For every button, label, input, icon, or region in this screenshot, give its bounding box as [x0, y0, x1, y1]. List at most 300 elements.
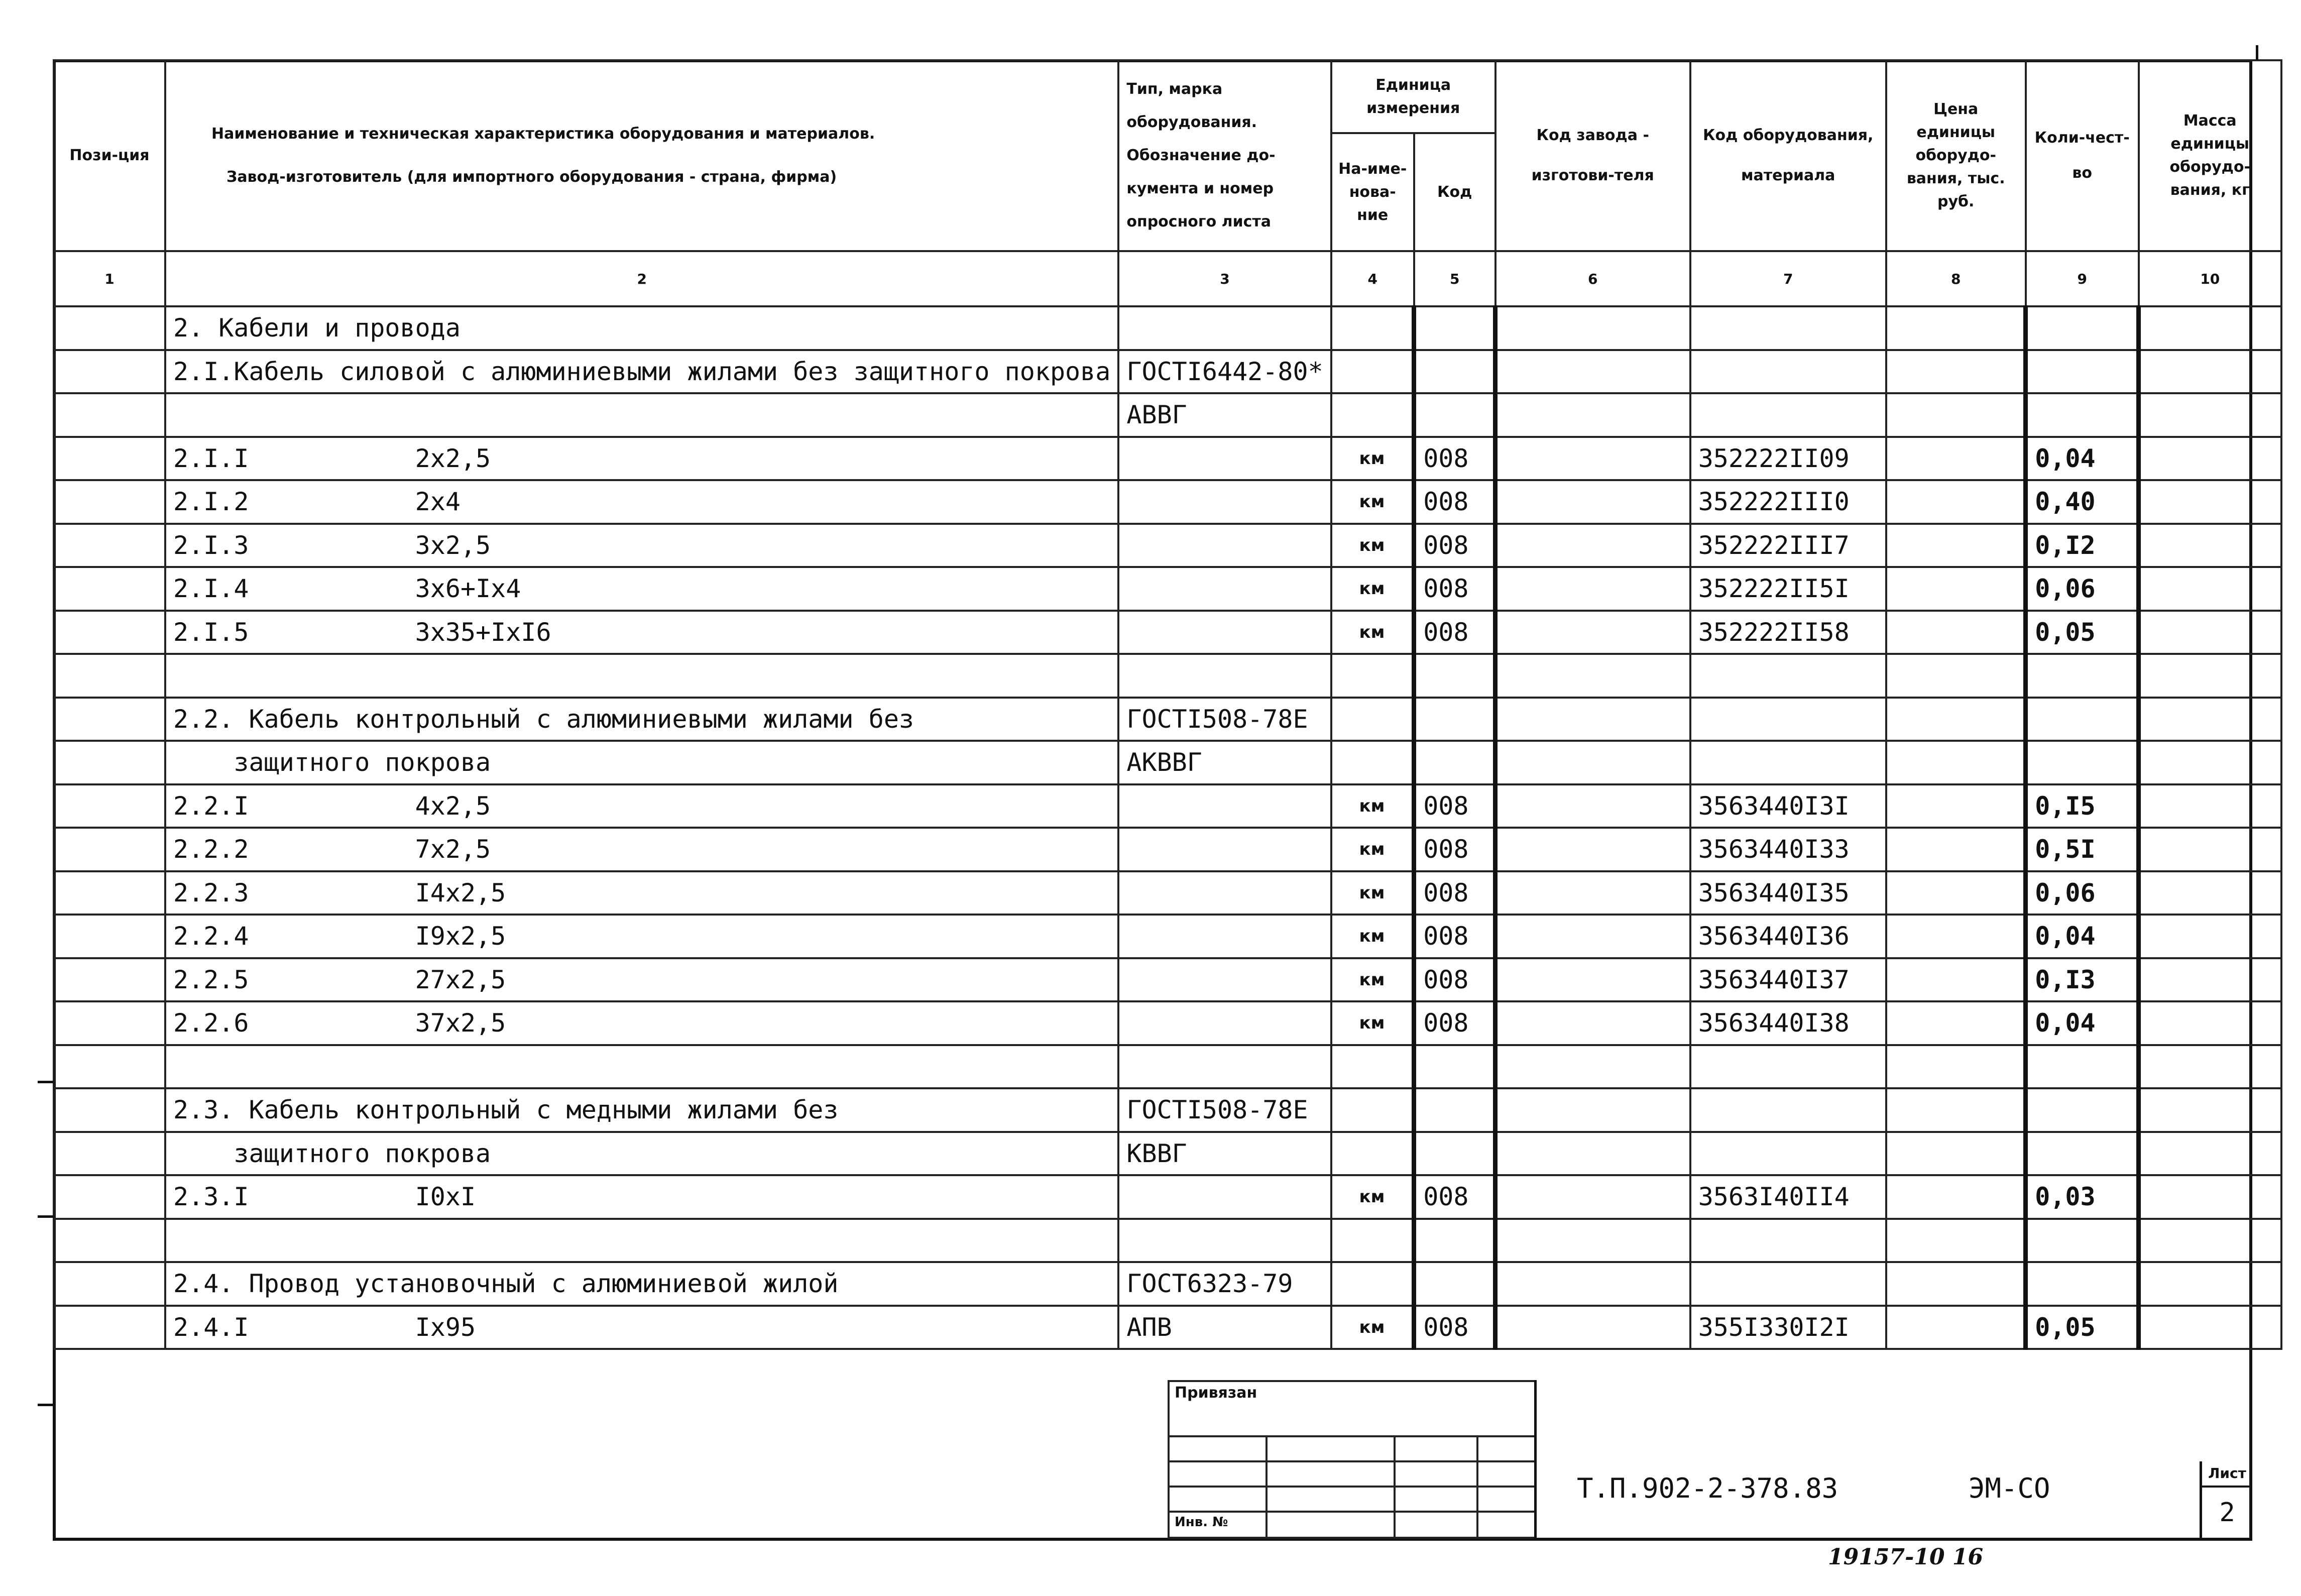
- header-equipment-code: Код оборудования, материала: [1690, 60, 1886, 251]
- price-cell: [1886, 611, 2026, 654]
- item-name-cell: 2.I.5 3x35+IxI6: [165, 611, 1118, 654]
- position-cell: [54, 871, 165, 915]
- table-row: [54, 1219, 2281, 1263]
- item-name-cell: 2. Кабели и провода: [165, 306, 1118, 350]
- price-cell: [1886, 828, 2026, 871]
- price-cell: [1886, 741, 2026, 784]
- item-name-cell: 2.I.3 3x2,5: [165, 524, 1118, 567]
- equipment-code-cell: 352222III7: [1690, 524, 1886, 567]
- price-cell: [1886, 350, 2026, 394]
- price-cell: [1886, 1132, 2026, 1176]
- unit-code-cell: 008: [1414, 828, 1495, 871]
- item-name-cell: [165, 1045, 1118, 1089]
- stamp-cell: [1267, 1436, 1395, 1461]
- unit-cell: км: [1331, 524, 1414, 567]
- header-position: Пози-ция: [54, 60, 165, 251]
- unit-cell: [1331, 393, 1414, 437]
- table-row: [54, 306, 2281, 350]
- unit-cell: км: [1331, 1175, 1414, 1219]
- factory-code-cell: [1495, 1175, 1690, 1219]
- price-cell: [1886, 915, 2026, 958]
- equipment-code-cell: 3563440I36: [1690, 915, 1886, 958]
- mass-cell: [2139, 915, 2281, 958]
- header-factory-code: Код завода - изготови-теля: [1495, 60, 1690, 251]
- position-cell: [54, 915, 165, 958]
- stamp-cell: [1267, 1461, 1395, 1487]
- type-cell: [1118, 1175, 1331, 1219]
- equipment-code-cell: [1690, 1045, 1886, 1089]
- unit-code-cell: 008: [1414, 567, 1495, 611]
- type-cell: [1118, 306, 1331, 350]
- column-number: 4: [1331, 251, 1414, 306]
- price-cell: [1886, 784, 2026, 828]
- type-cell: [1118, 437, 1331, 481]
- position-cell: [54, 1219, 165, 1263]
- table-row: [54, 480, 2281, 524]
- equipment-code-cell: 3563440I35: [1690, 871, 1886, 915]
- factory-code-cell: [1495, 915, 1690, 958]
- unit-cell: км: [1331, 480, 1414, 524]
- equipment-code-cell: 352222III0: [1690, 480, 1886, 524]
- position-cell: [54, 1045, 165, 1089]
- quantity-cell: [2026, 1045, 2139, 1089]
- unit-cell: [1331, 306, 1414, 350]
- unit-code-cell: [1414, 1132, 1495, 1176]
- item-name-cell: 2.I.4 3x6+Ix4: [165, 567, 1118, 611]
- price-cell: [1886, 1088, 2026, 1132]
- mass-cell: [2139, 480, 2281, 524]
- unit-cell: км: [1331, 1001, 1414, 1045]
- type-cell: [1118, 958, 1331, 1002]
- table-row: [54, 871, 2281, 915]
- factory-code-cell: [1495, 350, 1690, 394]
- unit-code-cell: [1414, 1088, 1495, 1132]
- type-cell: [1118, 1219, 1331, 1263]
- price-cell: [1886, 437, 2026, 481]
- mass-cell: [2139, 567, 2281, 611]
- stamp-divider: [1534, 1380, 1537, 1541]
- position-cell: [54, 1306, 165, 1349]
- item-name-cell: [165, 393, 1118, 437]
- specification-table: [53, 59, 2282, 1350]
- mass-cell: [2139, 698, 2281, 741]
- column-number: 10: [2139, 251, 2281, 306]
- unit-cell: км: [1331, 958, 1414, 1002]
- equipment-code-cell: [1690, 393, 1886, 437]
- unit-cell: км: [1331, 915, 1414, 958]
- item-name-cell: 2.3.I I0xI: [165, 1175, 1118, 1219]
- header-price: Цена единицы оборудо-вания, тыс. руб.: [1886, 60, 2026, 251]
- factory-code-cell: [1495, 567, 1690, 611]
- header-unit-name: На-име-нова-ние: [1331, 133, 1414, 251]
- item-name-cell: защитного покрова: [165, 741, 1118, 784]
- mass-cell: [2139, 1175, 2281, 1219]
- factory-code-cell: [1495, 654, 1690, 698]
- column-number: 5: [1414, 251, 1495, 306]
- unit-cell: км: [1331, 437, 1414, 481]
- position-cell: [54, 828, 165, 871]
- equipment-code-cell: [1690, 306, 1886, 350]
- equipment-code-cell: [1690, 350, 1886, 394]
- type-cell: ГОСТI6442-80*: [1118, 350, 1331, 394]
- position-cell: [54, 437, 165, 481]
- position-cell: [54, 524, 165, 567]
- stamp-cell: [1395, 1461, 1477, 1487]
- table-body: [54, 306, 2281, 1349]
- factory-code-cell: [1495, 1045, 1690, 1089]
- unit-code-cell: [1414, 1262, 1495, 1306]
- table-row: [54, 828, 2281, 871]
- header-row: [54, 60, 2281, 133]
- mass-cell: [2139, 741, 2281, 784]
- price-cell: [1886, 480, 2026, 524]
- stamp-cell: [1477, 1461, 1535, 1487]
- stamp-cell: [1169, 1436, 1267, 1461]
- stamp-cell: [1477, 1487, 1535, 1512]
- item-name-cell: 2.2.2 7x2,5: [165, 828, 1118, 871]
- factory-code-cell: [1495, 871, 1690, 915]
- quantity-cell: [2026, 1262, 2139, 1306]
- factory-code-cell: [1495, 480, 1690, 524]
- table-row: [54, 393, 2281, 437]
- sheet-number-box: [2200, 1461, 2252, 1541]
- unit-cell: [1331, 654, 1414, 698]
- factory-code-cell: [1495, 698, 1690, 741]
- quantity-cell: 0,I5: [2026, 784, 2139, 828]
- table-row: [54, 784, 2281, 828]
- item-name-cell: 2.4. Провод установочный с алюминиевой жилой: [165, 1262, 1118, 1306]
- factory-code-cell: [1495, 958, 1690, 1002]
- type-cell: [1118, 915, 1331, 958]
- unit-cell: км: [1331, 828, 1414, 871]
- quantity-cell: [2026, 306, 2139, 350]
- position-cell: [54, 567, 165, 611]
- type-cell: [1118, 871, 1331, 915]
- stamp-cell: [1477, 1436, 1535, 1461]
- position-cell: [54, 698, 165, 741]
- unit-code-cell: 008: [1414, 958, 1495, 1002]
- unit-cell: [1331, 1132, 1414, 1176]
- unit-code-cell: [1414, 741, 1495, 784]
- unit-cell: [1331, 350, 1414, 394]
- quantity-cell: 0,40: [2026, 480, 2139, 524]
- position-cell: [54, 611, 165, 654]
- price-cell: [1886, 1306, 2026, 1349]
- equipment-code-cell: 3563440I37: [1690, 958, 1886, 1002]
- price-cell: [1886, 1262, 2026, 1306]
- table-row: [54, 350, 2281, 394]
- mass-cell: [2139, 1262, 2281, 1306]
- margin-mark: [38, 1215, 54, 1218]
- mass-cell: [2139, 1001, 2281, 1045]
- equipment-code-cell: 355I330I2I: [1690, 1306, 1886, 1349]
- header-quantity: Коли-чест-во: [2026, 60, 2139, 251]
- item-name-cell: 2.I.Кабель силовой с алюминиевыми жилами без защитного покрова: [165, 350, 1118, 394]
- price-cell: [1886, 1001, 2026, 1045]
- type-cell: АКВВГ: [1118, 741, 1331, 784]
- quantity-cell: 0,5I: [2026, 828, 2139, 871]
- position-cell: [54, 958, 165, 1002]
- position-cell: [54, 784, 165, 828]
- equipment-code-cell: 352222II5I: [1690, 567, 1886, 611]
- equipment-code-cell: [1690, 1132, 1886, 1176]
- factory-code-cell: [1495, 1306, 1690, 1349]
- stamp-attached-label: Привязан: [1169, 1381, 1535, 1436]
- table-row: [54, 1001, 2281, 1045]
- sheet-number: 2: [2219, 1498, 2235, 1528]
- column-number: 1: [54, 251, 165, 306]
- unit-code-cell: [1414, 306, 1495, 350]
- item-name-cell: 2.2.3 I4x2,5: [165, 871, 1118, 915]
- unit-cell: [1331, 1219, 1414, 1263]
- price-cell: [1886, 567, 2026, 611]
- header-type: Тип, марка оборудования. Обозначение до-кумента и номер опросного листа: [1118, 60, 1331, 251]
- position-cell: [54, 1175, 165, 1219]
- table-row: [54, 1045, 2281, 1089]
- quantity-cell: [2026, 393, 2139, 437]
- unit-code-cell: [1414, 654, 1495, 698]
- unit-cell: [1331, 1262, 1414, 1306]
- position-cell: [54, 1001, 165, 1045]
- quantity-cell: 0,04: [2026, 437, 2139, 481]
- price-cell: [1886, 1175, 2026, 1219]
- column-number: 2: [165, 251, 1118, 306]
- position-cell: [54, 1088, 165, 1132]
- item-name-cell: защитного покрова: [165, 1132, 1118, 1176]
- unit-cell: [1331, 741, 1414, 784]
- item-name-cell: 2.4.I Ix95: [165, 1306, 1118, 1349]
- handwritten-note: 19157-10 16: [1828, 1544, 1984, 1570]
- position-cell: [54, 480, 165, 524]
- mass-cell: [2139, 828, 2281, 871]
- item-name-cell: 2.2.4 I9x2,5: [165, 915, 1118, 958]
- header-name-line2: Завод-изготовитель (для импортного оборудования - страна, фирма): [226, 168, 837, 186]
- unit-code-cell: [1414, 1219, 1495, 1263]
- unit-cell: км: [1331, 784, 1414, 828]
- header-unit: Единица измерения: [1331, 60, 1495, 133]
- stamp-cell: [1395, 1436, 1477, 1461]
- equipment-code-cell: 3563440I38: [1690, 1001, 1886, 1045]
- stamp-cell: [1267, 1487, 1395, 1512]
- table-row: [54, 1088, 2281, 1132]
- price-cell: [1886, 958, 2026, 1002]
- unit-cell: [1331, 698, 1414, 741]
- stamp-cell: [1477, 1512, 1535, 1538]
- type-cell: [1118, 611, 1331, 654]
- price-cell: [1886, 654, 2026, 698]
- position-cell: [54, 741, 165, 784]
- quantity-cell: 0,I3: [2026, 958, 2139, 1002]
- sheet-label: Лист: [2202, 1461, 2252, 1488]
- table-row: [54, 1175, 2281, 1219]
- quantity-cell: 0,04: [2026, 1001, 2139, 1045]
- mass-cell: [2139, 393, 2281, 437]
- mass-cell: [2139, 437, 2281, 481]
- factory-code-cell: [1495, 1088, 1690, 1132]
- position-cell: [54, 350, 165, 394]
- quantity-cell: [2026, 654, 2139, 698]
- unit-code-cell: 008: [1414, 437, 1495, 481]
- position-cell: [54, 306, 165, 350]
- item-name-cell: [165, 1219, 1118, 1263]
- type-cell: [1118, 784, 1331, 828]
- column-number: 6: [1495, 251, 1690, 306]
- unit-cell: км: [1331, 611, 1414, 654]
- header-unit-code: Код: [1414, 133, 1495, 251]
- quantity-cell: [2026, 350, 2139, 394]
- position-cell: [54, 654, 165, 698]
- unit-code-cell: 008: [1414, 784, 1495, 828]
- stamp-cell: [1395, 1512, 1477, 1538]
- item-name-cell: 2.I.2 2x4: [165, 480, 1118, 524]
- margin-mark: [2256, 45, 2258, 60]
- quantity-cell: 0,06: [2026, 871, 2139, 915]
- title-stamp: [1168, 1380, 1536, 1539]
- table-row: [54, 611, 2281, 654]
- unit-code-cell: 008: [1414, 871, 1495, 915]
- type-cell: [1118, 654, 1331, 698]
- unit-code-cell: 008: [1414, 524, 1495, 567]
- position-cell: [54, 1132, 165, 1176]
- mass-cell: [2139, 524, 2281, 567]
- item-name-cell: 2.2.5 27x2,5: [165, 958, 1118, 1002]
- stamp-inventory-label: Инв. №: [1169, 1512, 1267, 1538]
- price-cell: [1886, 1219, 2026, 1263]
- table-row: [54, 1132, 2281, 1176]
- item-name-cell: 2.I.I 2x2,5: [165, 437, 1118, 481]
- factory-code-cell: [1495, 524, 1690, 567]
- price-cell: [1886, 524, 2026, 567]
- quantity-cell: 0,I2: [2026, 524, 2139, 567]
- column-number: 7: [1690, 251, 1886, 306]
- unit-code-cell: 008: [1414, 915, 1495, 958]
- type-cell: [1118, 480, 1331, 524]
- mass-cell: [2139, 1045, 2281, 1089]
- factory-code-cell: [1495, 1262, 1690, 1306]
- table-row: [54, 1306, 2281, 1349]
- type-cell: [1118, 1001, 1331, 1045]
- table-row: [54, 698, 2281, 741]
- table-row: [54, 958, 2281, 1002]
- quantity-cell: 0,05: [2026, 611, 2139, 654]
- type-cell: АВВГ: [1118, 393, 1331, 437]
- unit-code-cell: [1414, 393, 1495, 437]
- item-name-cell: 2.2.I 4x2,5: [165, 784, 1118, 828]
- unit-cell: [1331, 1045, 1414, 1089]
- equipment-code-cell: 352222II58: [1690, 611, 1886, 654]
- type-cell: ГОСТ6323-79: [1118, 1262, 1331, 1306]
- mass-cell: [2139, 654, 2281, 698]
- mass-cell: [2139, 1088, 2281, 1132]
- quantity-cell: [2026, 741, 2139, 784]
- factory-code-cell: [1495, 1132, 1690, 1176]
- quantity-cell: [2026, 698, 2139, 741]
- document-code: ЭМ-СО: [1969, 1472, 2050, 1504]
- type-cell: [1118, 828, 1331, 871]
- table-row: [54, 524, 2281, 567]
- unit-code-cell: [1414, 1045, 1495, 1089]
- factory-code-cell: [1495, 1219, 1690, 1263]
- unit-code-cell: 008: [1414, 1175, 1495, 1219]
- factory-code-cell: [1495, 741, 1690, 784]
- unit-cell: км: [1331, 871, 1414, 915]
- quantity-cell: 0,03: [2026, 1175, 2139, 1219]
- table-row: [54, 1262, 2281, 1306]
- quantity-cell: [2026, 1132, 2139, 1176]
- type-cell: ГОСТI508-78Е: [1118, 698, 1331, 741]
- mass-cell: [2139, 1219, 2281, 1263]
- document-designation: Т.П.902-2-378.83: [1577, 1472, 1838, 1504]
- type-cell: АПВ: [1118, 1306, 1331, 1349]
- stamp-cell: [1267, 1512, 1395, 1538]
- position-cell: [54, 1262, 165, 1306]
- unit-cell: км: [1331, 567, 1414, 611]
- equipment-code-cell: [1690, 741, 1886, 784]
- item-name-cell: 2.3. Кабель контрольный с медными жилами без: [165, 1088, 1118, 1132]
- price-cell: [1886, 871, 2026, 915]
- mass-cell: [2139, 1306, 2281, 1349]
- margin-mark: [38, 1081, 54, 1083]
- type-cell: ГОСТI508-78Е: [1118, 1088, 1331, 1132]
- quantity-cell: 0,06: [2026, 567, 2139, 611]
- price-cell: [1886, 393, 2026, 437]
- unit-cell: км: [1331, 1306, 1414, 1349]
- factory-code-cell: [1495, 437, 1690, 481]
- factory-code-cell: [1495, 784, 1690, 828]
- factory-code-cell: [1495, 611, 1690, 654]
- stamp-cell: [1395, 1487, 1477, 1512]
- price-cell: [1886, 1045, 2026, 1089]
- unit-code-cell: [1414, 350, 1495, 394]
- quantity-cell: [2026, 1219, 2139, 1263]
- equipment-code-cell: [1690, 1262, 1886, 1306]
- header-mass: Масса единицы оборудо-вания, кг: [2139, 60, 2281, 251]
- equipment-code-cell: 3563440I3I: [1690, 784, 1886, 828]
- factory-code-cell: [1495, 828, 1690, 871]
- table-row: [54, 741, 2281, 784]
- factory-code-cell: [1495, 1001, 1690, 1045]
- mass-cell: [2139, 958, 2281, 1002]
- price-cell: [1886, 698, 2026, 741]
- position-cell: [54, 393, 165, 437]
- quantity-cell: 0,04: [2026, 915, 2139, 958]
- mass-cell: [2139, 871, 2281, 915]
- header-name-line1: Наименование и техническая характеристика оборудования и материалов.: [211, 125, 875, 143]
- column-numbers-row: [54, 251, 2281, 306]
- equipment-code-cell: 3563440I33: [1690, 828, 1886, 871]
- price-cell: [1886, 306, 2026, 350]
- factory-code-cell: [1495, 306, 1690, 350]
- quantity-cell: [2026, 1088, 2139, 1132]
- unit-code-cell: 008: [1414, 1306, 1495, 1349]
- item-name-cell: 2.2. Кабель контрольный с алюминиевыми жилами без: [165, 698, 1118, 741]
- unit-cell: [1331, 1088, 1414, 1132]
- mass-cell: [2139, 350, 2281, 394]
- column-number: 9: [2026, 251, 2139, 306]
- column-number: 3: [1118, 251, 1331, 306]
- equipment-code-cell: 352222II09: [1690, 437, 1886, 481]
- table-row: [54, 567, 2281, 611]
- margin-mark: [38, 1404, 54, 1406]
- table-row: [54, 437, 2281, 481]
- unit-code-cell: [1414, 698, 1495, 741]
- quantity-cell: 0,05: [2026, 1306, 2139, 1349]
- equipment-code-cell: [1690, 1088, 1886, 1132]
- stamp-cell: [1169, 1461, 1267, 1487]
- mass-cell: [2139, 306, 2281, 350]
- mass-cell: [2139, 1132, 2281, 1176]
- header-name: [165, 60, 1118, 251]
